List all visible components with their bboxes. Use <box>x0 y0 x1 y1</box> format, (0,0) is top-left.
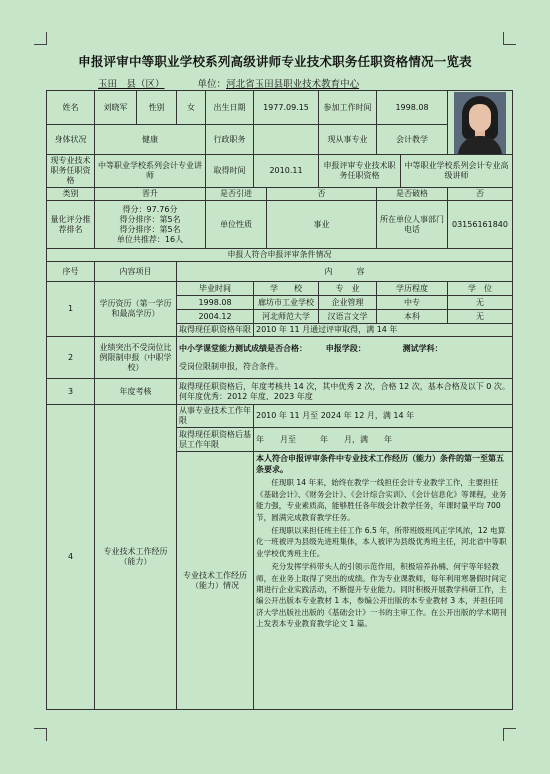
category-label: 类别 <box>47 188 95 201</box>
quant-label: 量化评分推荐排名 <box>47 201 95 249</box>
gender-value: 女 <box>177 91 206 125</box>
work-start-value: 1998.08 <box>377 91 448 125</box>
years-label: 取得现任职资格年限 <box>177 324 254 337</box>
get-time-label: 取得时间 <box>206 155 254 188</box>
document-title: 申报评审中等职业学校系列高级讲师专业技术职务任职资格情况一览表 <box>78 54 472 69</box>
row4-no: 4 <box>47 405 95 710</box>
edu-col-degree: 学 位 <box>448 282 513 296</box>
work-start-label: 参加工作时间 <box>319 91 377 125</box>
edu-1-time: 1998.08 <box>177 296 254 310</box>
name-value: 刘晓军 <box>95 91 137 125</box>
admin-title-value <box>254 125 319 155</box>
test-subject-label: 测试学科： <box>402 343 443 353</box>
years-value: 2010 年 11 月通过评审取得，满 14 年 <box>254 324 513 337</box>
photo-cell <box>448 91 513 155</box>
row1-item: 学历资历（第一学历和最高学历） <box>95 282 177 337</box>
unit-phone-value: 03156161840 <box>448 201 513 249</box>
edu-2-major: 汉语言文学 <box>319 310 377 324</box>
annual-review-text: 取得现任职资格后，年度考核共 14 次，其中优秀 2 次，合格 12 次，基本合格及以下 0 次。何年度优秀：2012 年度、2023 年度 <box>177 379 513 405</box>
current-work-value: 会计教学 <box>377 125 448 155</box>
cross-value: 否 <box>267 188 377 201</box>
unit-phone-label: 所在单位人事部门电话 <box>377 201 448 249</box>
portrait-photo <box>454 92 506 154</box>
col-content-header: 内 容 <box>177 262 513 282</box>
cur-title-label: 现专业技术职务任职资格 <box>47 155 95 188</box>
edu-col-major: 专 业 <box>319 282 377 296</box>
col-item-header: 内容项目 <box>95 262 177 282</box>
edu-1-level: 中专 <box>377 296 448 310</box>
row2-no: 2 <box>47 337 95 379</box>
name-label: 姓名 <box>47 91 95 125</box>
cross-label: 是否引进 <box>206 188 267 201</box>
col-no-header: 序号 <box>47 262 95 282</box>
edu-col-time: 毕业时间 <box>177 282 254 296</box>
score: 得分：97.76分 <box>122 204 178 214</box>
row4-item: 专业技术工作经历（能力） <box>95 405 177 710</box>
row3-item: 年度考核 <box>95 379 177 405</box>
crop-mark-bottom-left <box>34 728 47 741</box>
info-table <box>46 90 513 710</box>
edu-2-school: 河北师范大学 <box>254 310 319 324</box>
experience-heading: 本人符合申报评审条件中专业技术工作经历（能力）条件的第一至第五条要求。 <box>256 454 504 475</box>
unit-nature-value: 事业 <box>267 201 377 249</box>
get-time-value: 2010.11 <box>254 155 319 188</box>
work-years-value: 2010 年 11 月至 2024 年 12 月，满 14 年 <box>254 405 513 428</box>
recommend-count: 单位共推荐：16人 <box>116 234 184 244</box>
edu-1-degree: 无 <box>448 296 513 310</box>
row2-content <box>177 337 513 379</box>
work-years-label: 从事专业技术工作年限 <box>177 405 254 428</box>
row3-no: 3 <box>47 379 95 405</box>
edu-2-level: 本科 <box>377 310 448 324</box>
edu-2-time: 2004.12 <box>177 310 254 324</box>
edu-1-major: 企业管理 <box>319 296 377 310</box>
unit-name: 河北省玉田县职业技术教育中心 <box>226 79 360 90</box>
gender-label: 性别 <box>137 91 177 125</box>
base-years-label: 取得现任职资格后基层工作年限 <box>177 428 254 452</box>
apply-title-value: 中等职业学校系列会计专业高级讲师 <box>401 155 513 188</box>
quant-value <box>95 201 206 249</box>
birth-value: 1977.09.15 <box>254 91 319 125</box>
rank-1: 得分排序：第5名 <box>119 214 181 224</box>
edu-2-degree: 无 <box>448 310 513 324</box>
birth-label: 出生日期 <box>206 91 254 125</box>
cur-title-value: 中等职业学校系列会计专业讲师 <box>95 155 206 188</box>
row2-item: 业绩突出不受岗位比例限制申报（中职学校） <box>95 337 177 379</box>
experience-content <box>254 452 513 710</box>
admin-title-label: 行政职务 <box>206 125 254 155</box>
current-work-label: 现从事专业 <box>319 125 377 155</box>
base-years-value: 年 月至 年 月，满 年 <box>254 428 513 452</box>
crop-mark-top-left <box>34 32 47 45</box>
break-label: 是否破格 <box>377 188 448 201</box>
experience-para-2: 任现职以来担任班主任工作 6.5 年，所带班级班风正学风浓，12 电算化一班被评为县级先进班集体，本人被评为县级优秀班主任，河北省中等职业学校优秀班主任。 <box>256 525 507 558</box>
health-label: 身体状况 <box>47 125 95 155</box>
edu-col-level: 学历程度 <box>377 282 448 296</box>
county-name: 玉田 县（区） <box>98 79 165 90</box>
crop-mark-bottom-right <box>503 728 516 741</box>
experience-para-3: 充分发挥学科带头人的引领示范作用，积极培养孙楠、何宇等年轻教师，在业务上取得了突出的成绩。作为专业课教师，每年利用寒暑假时间定期进行企业实践活动，不断提升专业能力。同时积极开展教学科研工作，主编公开出版本专业教材 1 本，参编公开出版的本专业教材 3 本，并担任同济大学出版社出版的《基础会计》一书的主审工作。在公开出版的学术期刊上发表本专业教育教学论文 1 篇。 <box>256 562 507 629</box>
crop-mark-top-right <box>503 32 516 45</box>
edu-1-school: 廊坊市工业学校 <box>254 296 319 310</box>
post-limit-text: 受岗位限制申报，符合条件。 <box>179 361 283 371</box>
category-value: 晋升 <box>95 188 206 201</box>
edu-col-school: 学 校 <box>254 282 319 296</box>
unit-line <box>98 76 359 90</box>
health-value: 健康 <box>95 125 206 155</box>
row1-no: 1 <box>47 282 95 337</box>
unit-nature-label: 单位性质 <box>206 201 267 249</box>
apply-stage-label: 申报学段： <box>325 343 366 353</box>
unit-label: 单位： <box>197 79 227 90</box>
apply-title-label: 申报评审专业技术职务任职资格 <box>319 155 401 188</box>
experience-label: 专业技术工作经历（能力）情况 <box>177 452 254 710</box>
experience-para-1: 任现职 14 年来，始终在教学一线担任会计专业教学工作，主要担任《基础会计》、《财务会计》、《会计综合实训》、《会计信息化》等课程，业务能力强，专业素质高，能够胜任各年级会计教学任务，年课时量平均 700 节，圆满完成教育教学任务。 <box>256 478 507 522</box>
break-value: 否 <box>448 188 513 201</box>
conditions-header: 申报人符合申报评审条件情况 <box>47 249 513 262</box>
rank-2: 得分排序：第5名 <box>119 224 181 234</box>
test-pass-label: 中小学课堂能力测试成绩是否合格： <box>179 343 307 353</box>
